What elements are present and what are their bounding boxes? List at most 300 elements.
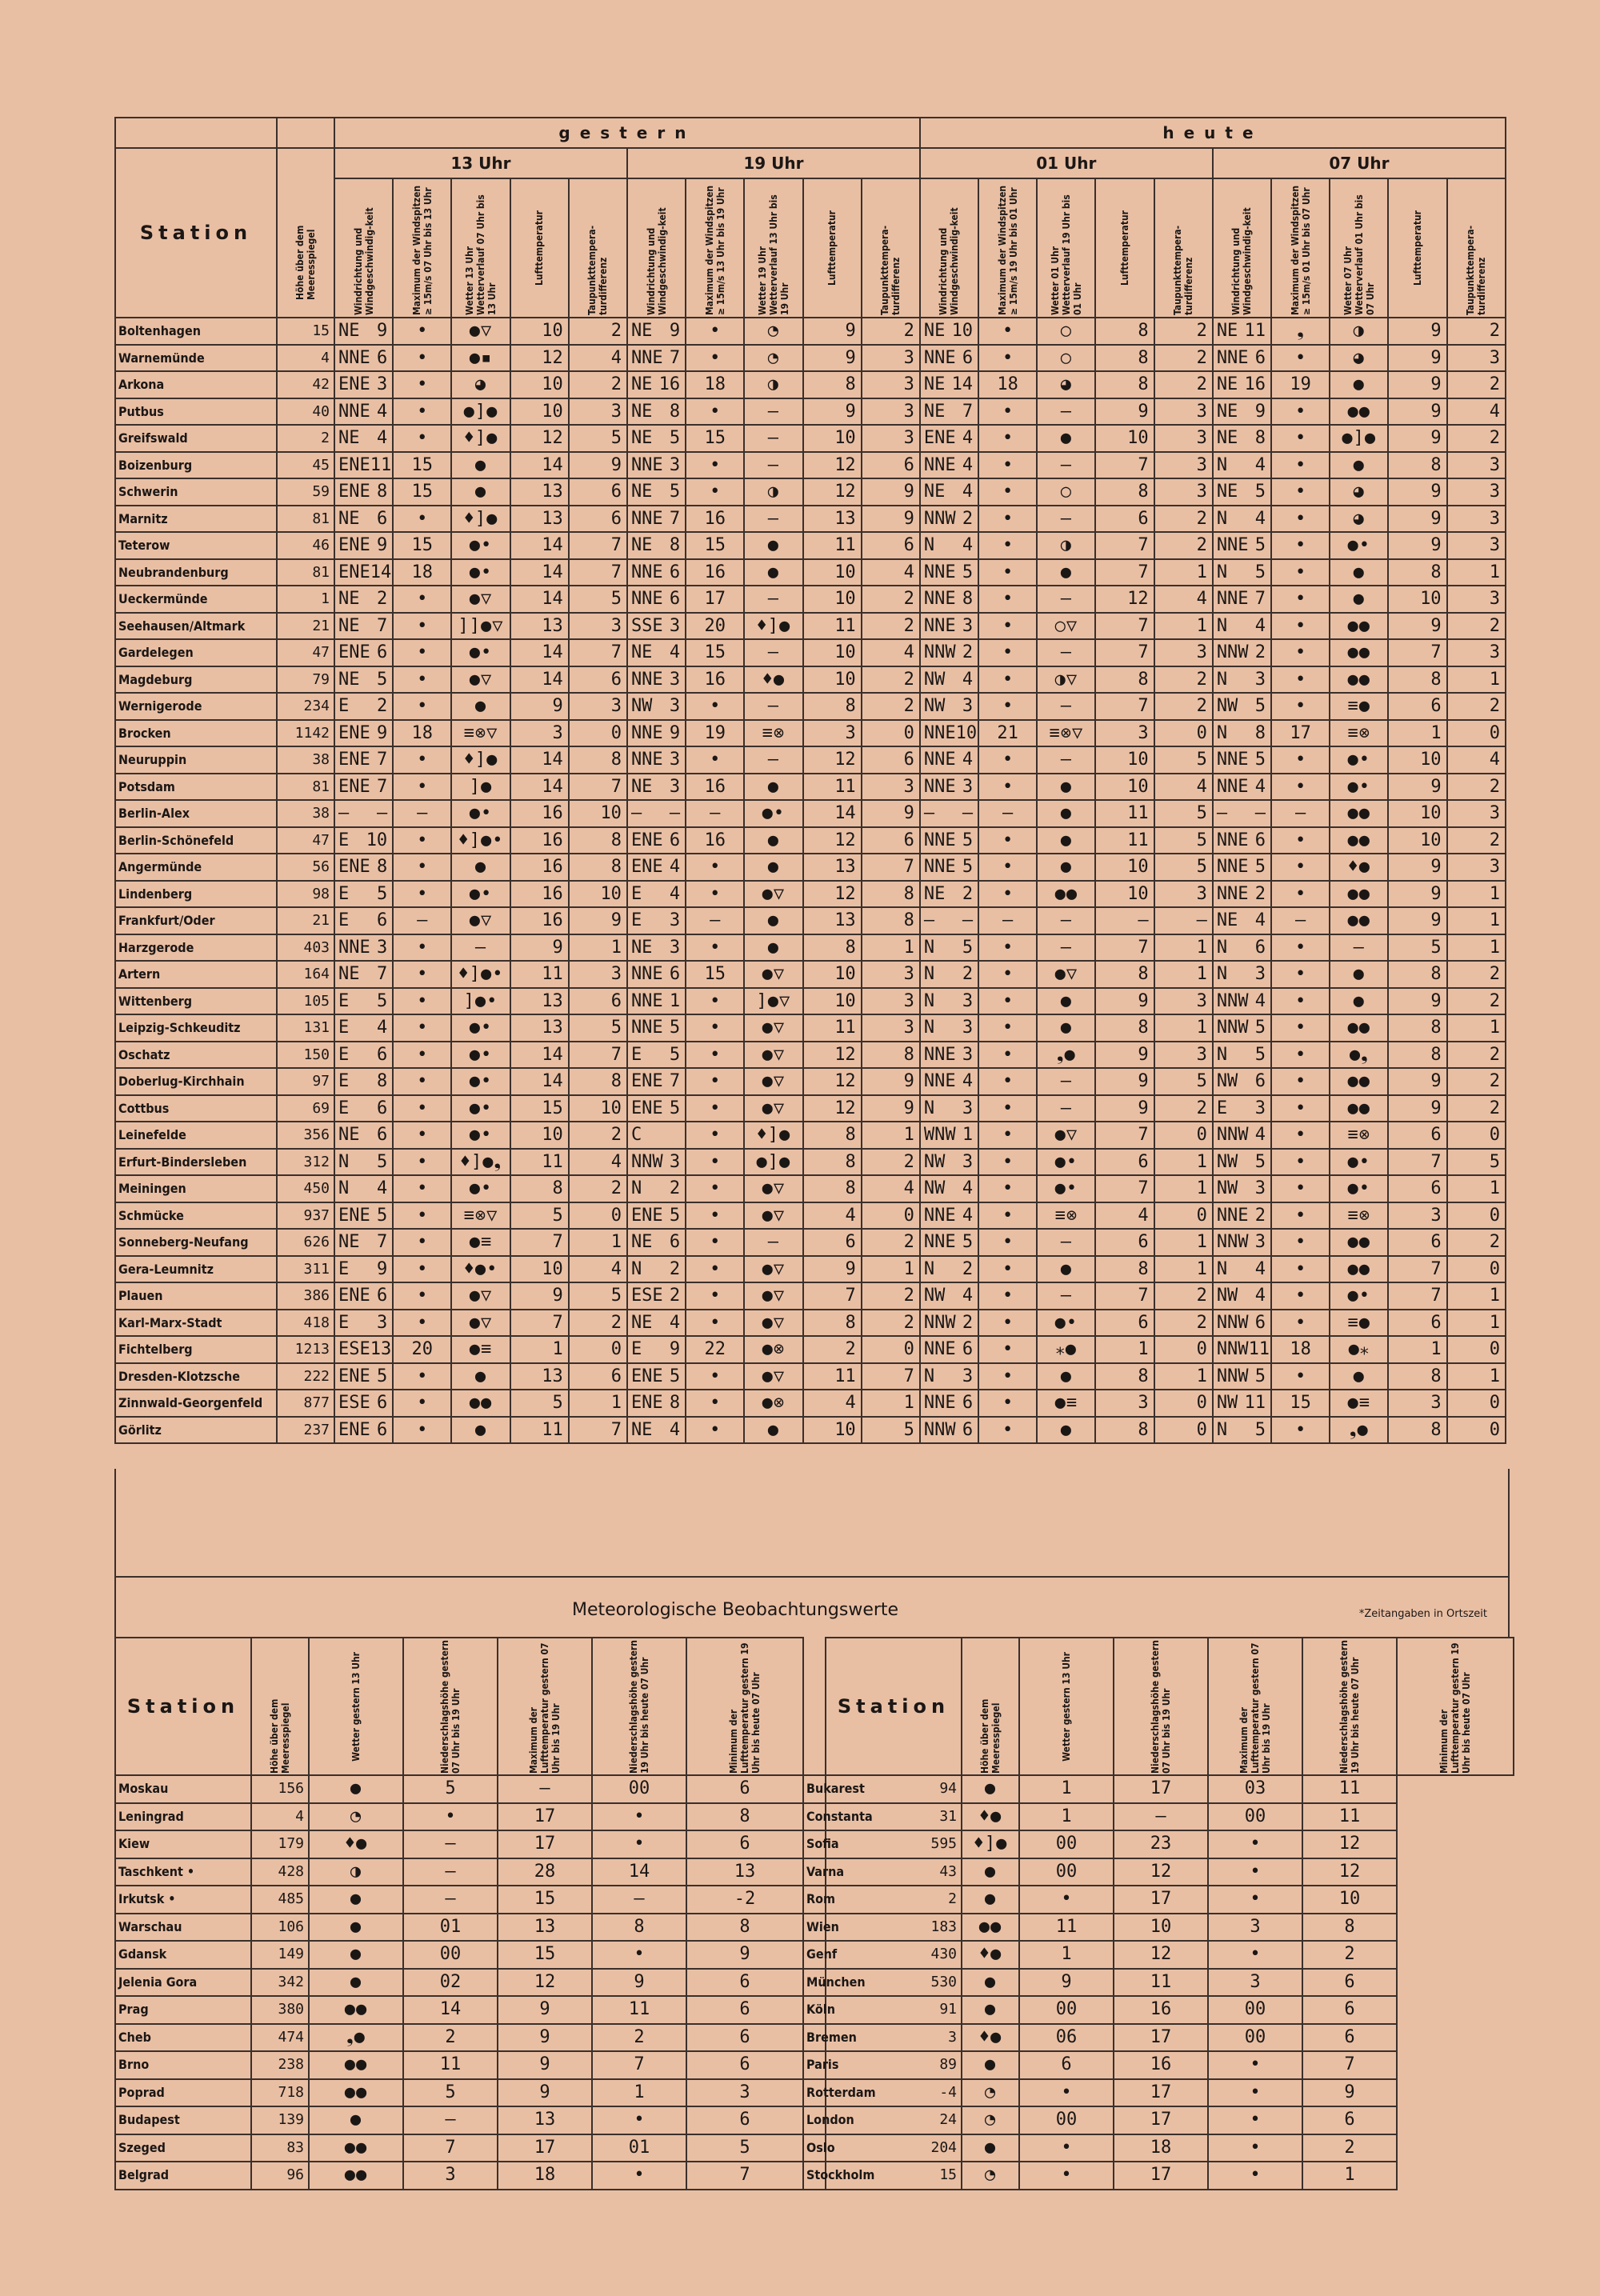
wind-cell bbox=[1213, 1229, 1271, 1256]
wind-speed: 3 bbox=[962, 615, 974, 636]
dewpoint-difference: 2 bbox=[1154, 1282, 1213, 1310]
wind-cell bbox=[1213, 586, 1271, 613]
station-name: Teterow bbox=[115, 532, 277, 559]
col-header-g0-c0: Windrichtung und Windgeschwindig-keit bbox=[334, 178, 393, 318]
air-temperature: 1 bbox=[510, 1336, 569, 1363]
air-temperature: 10 bbox=[510, 318, 569, 345]
weather-symbol: ●▽ bbox=[744, 1363, 802, 1390]
wind-direction: N bbox=[923, 964, 935, 985]
air-temperature: 9 bbox=[1388, 532, 1446, 559]
gust-max: 15 bbox=[686, 425, 744, 452]
air-temperature: 8 bbox=[1388, 1014, 1446, 1042]
dewpoint-difference: 2 bbox=[1154, 318, 1213, 345]
weather-symbol: ●• bbox=[451, 800, 510, 827]
weather-symbol: ◔ bbox=[744, 318, 802, 345]
weather-symbol: ●● bbox=[1330, 800, 1388, 827]
table-row bbox=[115, 2024, 1514, 2052]
wind-speed: 5 bbox=[376, 990, 388, 1011]
wind-cell bbox=[627, 613, 686, 640]
wind-direction: NNE bbox=[630, 589, 663, 610]
wind-speed: 2 bbox=[962, 1312, 974, 1333]
col-header-g3-c2: Wetter 07 Uhr Wetterverlauf 01 Uhr bis 07 Uhr bbox=[1330, 178, 1388, 318]
gust-max: • bbox=[1271, 1042, 1330, 1069]
station-height: 164 bbox=[277, 961, 334, 988]
weather-symbol: ● bbox=[1330, 371, 1388, 398]
dewpoint-difference: 1 bbox=[1154, 934, 1213, 962]
wind-direction: ENE bbox=[338, 642, 370, 663]
weather-symbol: ●▽ bbox=[744, 1310, 802, 1337]
wind-speed: 10 bbox=[366, 830, 388, 850]
value-cell: 9 bbox=[498, 2079, 592, 2107]
wind-cell bbox=[334, 1042, 393, 1069]
wind-cell bbox=[334, 506, 393, 533]
value-cell: 6 bbox=[686, 1775, 803, 1803]
dewpoint-difference: 3 bbox=[569, 693, 627, 720]
dewpoint-difference: 7 bbox=[569, 774, 627, 801]
weather-symbol: ]●▽ bbox=[744, 988, 802, 1015]
wind-direction: NNW bbox=[1216, 642, 1249, 663]
gust-max: 16 bbox=[686, 506, 744, 533]
weather-symbol: ●▪ bbox=[451, 345, 510, 372]
wind-speed: 7 bbox=[376, 776, 388, 797]
dewpoint-difference: 7 bbox=[569, 532, 627, 559]
weather-symbol: ●▽ bbox=[744, 1175, 802, 1202]
gust-max: • bbox=[686, 398, 744, 426]
weather-symbol: ● bbox=[1037, 800, 1095, 827]
table-row bbox=[115, 2051, 1514, 2079]
wind-cell bbox=[627, 318, 686, 345]
wind-direction: NE bbox=[1216, 321, 1238, 342]
dewpoint-difference: 1 bbox=[862, 934, 920, 962]
wind-cell bbox=[334, 881, 393, 908]
air-temperature: 7 bbox=[1095, 532, 1154, 559]
wind-direction: N bbox=[1216, 615, 1228, 636]
wind-direction: NNE bbox=[923, 562, 956, 582]
wind-cell bbox=[1213, 720, 1271, 747]
weather-symbol: ●• bbox=[1037, 1175, 1095, 1202]
station-height: 15 bbox=[277, 318, 334, 345]
wind-speed: 5 bbox=[376, 1151, 388, 1172]
gust-max: • bbox=[978, 961, 1037, 988]
wind-direction: NNE bbox=[630, 750, 663, 770]
dewpoint-difference: 2 bbox=[1154, 371, 1213, 398]
wind-direction: NNE bbox=[630, 669, 663, 690]
intl-col-header-right-5: Minimum der Lufttemperatur gestern 19 Uhr bis heute 07 Uhr bbox=[1397, 1638, 1514, 1775]
wind-cell bbox=[627, 746, 686, 774]
wind-direction: N bbox=[1216, 1258, 1228, 1279]
wind-cell bbox=[627, 532, 686, 559]
wind-direction: NE bbox=[630, 401, 653, 422]
weather-symbol: ● bbox=[1330, 586, 1388, 613]
wind-cell bbox=[1213, 1175, 1271, 1202]
air-temperature: 10 bbox=[1388, 800, 1446, 827]
air-temperature: 8 bbox=[1095, 371, 1154, 398]
gust-max: 15 bbox=[393, 532, 451, 559]
air-temperature: 8 bbox=[1095, 1014, 1154, 1042]
wind-direction: ENE bbox=[338, 750, 370, 770]
air-temperature: 10 bbox=[803, 586, 862, 613]
wind-direction: NE bbox=[338, 669, 360, 690]
gust-max: 22 bbox=[686, 1336, 744, 1363]
gust-max: • bbox=[393, 1282, 451, 1310]
wind-speed: 8 bbox=[1254, 722, 1266, 743]
value-cell: ● bbox=[962, 1775, 1019, 1803]
station-name: Erfurt-Bindersleben bbox=[115, 1149, 277, 1176]
weather-symbol: ●▽ bbox=[744, 1014, 802, 1042]
wind-cell bbox=[1213, 881, 1271, 908]
wind-direction: NNW bbox=[1216, 1018, 1249, 1038]
station-name: Taschkent • bbox=[115, 1858, 251, 1886]
value-cell: 6 bbox=[1302, 2106, 1397, 2134]
wind-speed: 3 bbox=[669, 1151, 681, 1172]
station-name: Cheb bbox=[115, 2024, 251, 2052]
air-temperature: 10 bbox=[510, 371, 569, 398]
weather-symbol: ○ bbox=[1037, 345, 1095, 372]
weather-symbol: – bbox=[1037, 639, 1095, 666]
wind-cell bbox=[920, 1095, 978, 1122]
wind-direction: E bbox=[1216, 1098, 1228, 1118]
wind-direction: NNE bbox=[630, 508, 663, 529]
value-cell: 12 bbox=[1114, 1941, 1208, 1969]
wind-direction: ESE bbox=[630, 1286, 663, 1306]
value-cell: • bbox=[1019, 1886, 1114, 1914]
value-cell: • bbox=[1208, 2079, 1302, 2107]
wind-direction: NW bbox=[630, 696, 653, 717]
wind-cell bbox=[627, 1363, 686, 1390]
wind-cell bbox=[920, 318, 978, 345]
gust-max: • bbox=[686, 881, 744, 908]
air-temperature: 7 bbox=[1388, 1149, 1446, 1176]
weather-symbol: ● bbox=[451, 1417, 510, 1444]
wind-speed: 9 bbox=[669, 722, 681, 743]
station-name: Dresden-Klotzsche bbox=[115, 1363, 277, 1390]
time-13-header: 13 Uhr bbox=[334, 148, 627, 178]
wind-direction: NE bbox=[1216, 910, 1238, 931]
wind-direction: NNW bbox=[1216, 1312, 1249, 1333]
wind-cell bbox=[334, 1175, 393, 1202]
value-cell: 8 bbox=[686, 1914, 803, 1942]
dewpoint-difference: 1 bbox=[1154, 961, 1213, 988]
wind-direction: NE bbox=[338, 964, 360, 985]
wind-direction: NNW bbox=[923, 642, 956, 663]
wind-cell bbox=[627, 827, 686, 854]
gust-max: • bbox=[686, 1095, 744, 1122]
gust-max: • bbox=[978, 1390, 1037, 1417]
wind-speed: 6 bbox=[1254, 1071, 1266, 1092]
wind-cell bbox=[334, 1122, 393, 1149]
dewpoint-difference: 0 bbox=[862, 720, 920, 747]
weather-symbol: ● bbox=[744, 559, 802, 586]
value-cell: 9 bbox=[1302, 2079, 1397, 2107]
dewpoint-difference: 1 bbox=[1154, 1014, 1213, 1042]
wind-speed: 5 bbox=[962, 1232, 974, 1253]
weather-symbol: ● bbox=[744, 1417, 802, 1444]
gust-max: • bbox=[686, 345, 744, 372]
air-temperature: 7 bbox=[1095, 613, 1154, 640]
wind-cell bbox=[627, 1229, 686, 1256]
wind-direction: NNE bbox=[923, 1044, 956, 1065]
wind-cell bbox=[334, 1095, 393, 1122]
wind-speed: 4 bbox=[962, 482, 974, 502]
wind-cell bbox=[1213, 371, 1271, 398]
gust-max: • bbox=[686, 1014, 744, 1042]
table-row bbox=[115, 1941, 1514, 1969]
value-cell: 03 bbox=[1208, 1775, 1302, 1803]
wind-cell bbox=[627, 425, 686, 452]
wind-cell bbox=[627, 1175, 686, 1202]
wind-cell bbox=[920, 666, 978, 694]
value-cell: 8 bbox=[592, 1914, 686, 1942]
gust-max: • bbox=[978, 1336, 1037, 1363]
wind-cell bbox=[920, 613, 978, 640]
col-header-g0-c2: Wetter 13 Uhr Wetterverlauf 07 Uhr bis 13 Uhr bbox=[451, 178, 510, 318]
air-temperature: 9 bbox=[1388, 1095, 1446, 1122]
col-header-g2-c0: Windrichtung und Windgeschwindig-keit bbox=[920, 178, 978, 318]
gust-max: • bbox=[686, 1256, 744, 1283]
weather-symbol: ● bbox=[451, 693, 510, 720]
air-temperature: 8 bbox=[1095, 1256, 1154, 1283]
dewpoint-difference: 6 bbox=[862, 452, 920, 479]
wind-cell bbox=[1213, 639, 1271, 666]
air-temperature: 9 bbox=[803, 318, 862, 345]
dewpoint-difference: – bbox=[1154, 907, 1213, 934]
air-temperature: 6 bbox=[1388, 1175, 1446, 1202]
value-cell: – bbox=[1114, 1803, 1208, 1831]
wind-speed: 3 bbox=[669, 750, 681, 770]
wind-cell bbox=[1213, 746, 1271, 774]
weather-symbol: ● bbox=[1037, 425, 1095, 452]
gust-max: • bbox=[393, 934, 451, 962]
dewpoint-difference: 0 bbox=[1447, 1122, 1506, 1149]
wind-direction: NNW bbox=[1216, 1125, 1249, 1146]
wind-cell bbox=[920, 693, 978, 720]
wind-direction: NE bbox=[1216, 482, 1238, 502]
dewpoint-difference: 2 bbox=[862, 586, 920, 613]
wind-speed: 4 bbox=[1254, 1125, 1266, 1146]
wind-speed: 3 bbox=[962, 990, 974, 1011]
air-temperature: 12 bbox=[1095, 586, 1154, 613]
station-name: Moskau bbox=[115, 1775, 251, 1803]
air-temperature: 12 bbox=[510, 345, 569, 372]
station-height: 718 bbox=[251, 2079, 309, 2107]
air-temperature: 8 bbox=[803, 1310, 862, 1337]
wind-cell bbox=[920, 478, 978, 506]
station-height: 47 bbox=[277, 639, 334, 666]
wind-direction: NE bbox=[630, 428, 653, 449]
wind-speed: 6 bbox=[962, 1339, 974, 1360]
gust-max: • bbox=[978, 1417, 1037, 1444]
air-temperature: 10 bbox=[803, 961, 862, 988]
air-temperature: 8 bbox=[1388, 666, 1446, 694]
station-name: Bukarest bbox=[803, 1775, 826, 1803]
weather-symbol: – bbox=[1037, 1068, 1095, 1095]
dewpoint-difference: 4 bbox=[569, 345, 627, 372]
wind-direction: NNE bbox=[1216, 883, 1249, 904]
wind-cell bbox=[334, 452, 393, 479]
dewpoint-difference: 2 bbox=[1447, 988, 1506, 1015]
station-name: Budapest bbox=[115, 2106, 251, 2134]
value-cell: • bbox=[403, 1803, 498, 1831]
dewpoint-difference: 2 bbox=[1447, 827, 1506, 854]
wind-cell bbox=[627, 559, 686, 586]
weather-symbol: – bbox=[1037, 693, 1095, 720]
value-cell: ◑ bbox=[309, 1858, 403, 1886]
wind-cell bbox=[334, 1336, 393, 1363]
col-header-g3-c4: Taupunkttempera-turdifferenz bbox=[1447, 178, 1506, 318]
gust-max: 15 bbox=[686, 639, 744, 666]
weather-symbol: ●▽ bbox=[451, 1282, 510, 1310]
value-cell: 3 bbox=[1208, 1914, 1302, 1942]
dewpoint-difference: 7 bbox=[862, 1363, 920, 1390]
dewpoint-difference: 1 bbox=[1447, 1175, 1506, 1202]
air-temperature: 11 bbox=[1095, 827, 1154, 854]
wind-cell bbox=[1213, 961, 1271, 988]
weather-symbol: – bbox=[451, 934, 510, 962]
dewpoint-difference: 3 bbox=[862, 988, 920, 1015]
dewpoint-difference: 7 bbox=[569, 639, 627, 666]
weather-symbol: ●• bbox=[451, 1175, 510, 1202]
wind-cell bbox=[627, 907, 686, 934]
dewpoint-difference: 3 bbox=[862, 371, 920, 398]
station-height: 356 bbox=[277, 1122, 334, 1149]
station-height: 626 bbox=[277, 1229, 334, 1256]
value-cell: 17 bbox=[498, 1830, 592, 1858]
dewpoint-difference: 2 bbox=[1447, 371, 1506, 398]
air-temperature: 10 bbox=[1095, 425, 1154, 452]
table-row bbox=[115, 1830, 1514, 1858]
wind-speed: 4 bbox=[376, 1018, 388, 1038]
gust-max: • bbox=[393, 1042, 451, 1069]
station-name: Oschatz bbox=[115, 1042, 277, 1069]
air-temperature: 2 bbox=[803, 1336, 862, 1363]
wind-cell bbox=[1213, 1122, 1271, 1149]
gust-max: • bbox=[1271, 506, 1330, 533]
gust-max: • bbox=[393, 425, 451, 452]
table-row bbox=[115, 318, 1506, 345]
wind-speed: 5 bbox=[669, 482, 681, 502]
dewpoint-difference: 0 bbox=[1154, 1390, 1213, 1417]
wind-cell bbox=[920, 559, 978, 586]
weather-symbol: ●• bbox=[1330, 774, 1388, 801]
gust-max: • bbox=[393, 666, 451, 694]
gust-max: • bbox=[1271, 1310, 1330, 1337]
station-height: 877 bbox=[277, 1390, 334, 1417]
air-temperature: 10 bbox=[1388, 586, 1446, 613]
dewpoint-difference: 1 bbox=[1447, 934, 1506, 962]
air-temperature: 7 bbox=[1388, 1256, 1446, 1283]
wind-cell bbox=[1213, 1390, 1271, 1417]
station-height: 2 bbox=[277, 425, 334, 452]
station-name: Szeged bbox=[115, 2134, 251, 2162]
wind-direction: – bbox=[338, 803, 350, 824]
air-temperature: 8 bbox=[1095, 666, 1154, 694]
air-temperature: 14 bbox=[510, 532, 569, 559]
station-name: Lindenberg bbox=[115, 881, 277, 908]
dewpoint-difference: 2 bbox=[862, 693, 920, 720]
wind-direction: NE bbox=[630, 776, 653, 797]
wind-speed: 3 bbox=[669, 669, 681, 690]
table-row bbox=[115, 720, 1506, 747]
gust-max: • bbox=[1271, 1068, 1330, 1095]
gust-max: • bbox=[978, 1042, 1037, 1069]
station-name: Genf bbox=[803, 1941, 826, 1969]
wind-direction: NE bbox=[630, 642, 653, 663]
value-cell: 17 bbox=[1114, 2079, 1208, 2107]
value-cell: 00 bbox=[1208, 1996, 1302, 2024]
gust-max: • bbox=[1271, 854, 1330, 881]
wind-direction: NNE bbox=[630, 990, 663, 1011]
table-row bbox=[115, 666, 1506, 694]
dewpoint-difference: 1 bbox=[1154, 613, 1213, 640]
wind-speed: 1 bbox=[962, 1125, 974, 1146]
value-cell: ◔ bbox=[962, 2162, 1019, 2190]
station-name: Plauen bbox=[115, 1282, 277, 1310]
wind-speed: 3 bbox=[669, 776, 681, 797]
table-row bbox=[115, 1149, 1506, 1176]
gust-max: • bbox=[393, 881, 451, 908]
dewpoint-difference: 2 bbox=[1154, 1095, 1213, 1122]
value-cell: 9 bbox=[1019, 1969, 1114, 1997]
wind-direction: ENE bbox=[630, 857, 663, 878]
air-temperature: 10 bbox=[803, 666, 862, 694]
gust-max: • bbox=[978, 613, 1037, 640]
gust-max: 19 bbox=[1271, 371, 1330, 398]
weather-symbol: ◕ bbox=[1037, 371, 1095, 398]
wind-speed: 4 bbox=[962, 1071, 974, 1092]
value-cell: ♦● bbox=[962, 1803, 1019, 1831]
weather-symbol: ●▽ bbox=[744, 1042, 802, 1069]
wind-cell bbox=[1213, 1417, 1271, 1444]
wind-cell bbox=[627, 774, 686, 801]
wind-direction: E bbox=[338, 696, 350, 717]
wind-cell bbox=[1213, 1282, 1271, 1310]
air-temperature: 12 bbox=[803, 881, 862, 908]
dewpoint-difference: 9 bbox=[862, 478, 920, 506]
station-height: 386 bbox=[277, 1282, 334, 1310]
station-name: Rom bbox=[803, 1886, 826, 1914]
weather-symbol: – bbox=[1037, 1095, 1095, 1122]
gust-max: • bbox=[393, 506, 451, 533]
wind-speed: 4 bbox=[1254, 910, 1266, 931]
gust-max: • bbox=[393, 318, 451, 345]
wind-direction: NE bbox=[338, 428, 360, 449]
gust-max: – bbox=[393, 907, 451, 934]
col-header-g1-c3: Lufttemperatur bbox=[803, 178, 862, 318]
wind-direction: NNE bbox=[1216, 750, 1249, 770]
gust-max: • bbox=[978, 774, 1037, 801]
air-temperature: 6 bbox=[1388, 1229, 1446, 1256]
weather-symbol: ●]● bbox=[1330, 425, 1388, 452]
wind-direction: N bbox=[923, 1258, 935, 1279]
weather-symbol: ●• bbox=[1330, 1149, 1388, 1176]
wind-cell bbox=[920, 934, 978, 962]
dewpoint-difference: 1 bbox=[1447, 1282, 1506, 1310]
value-cell: 1 bbox=[1302, 2162, 1397, 2190]
gust-max: 16 bbox=[686, 827, 744, 854]
wind-cell bbox=[920, 1014, 978, 1042]
station-name: Frankfurt/Oder bbox=[115, 907, 277, 934]
air-temperature: 13 bbox=[510, 478, 569, 506]
dewpoint-difference: 9 bbox=[569, 907, 627, 934]
wind-speed: 4 bbox=[1254, 1286, 1266, 1306]
air-temperature: 5 bbox=[1388, 934, 1446, 962]
table-row bbox=[115, 613, 1506, 640]
weather-symbol: – bbox=[1037, 907, 1095, 934]
wind-cell bbox=[1213, 345, 1271, 372]
station-name: Wittenberg bbox=[115, 988, 277, 1015]
weather-symbol: ●• bbox=[451, 1122, 510, 1149]
gust-max: • bbox=[978, 693, 1037, 720]
